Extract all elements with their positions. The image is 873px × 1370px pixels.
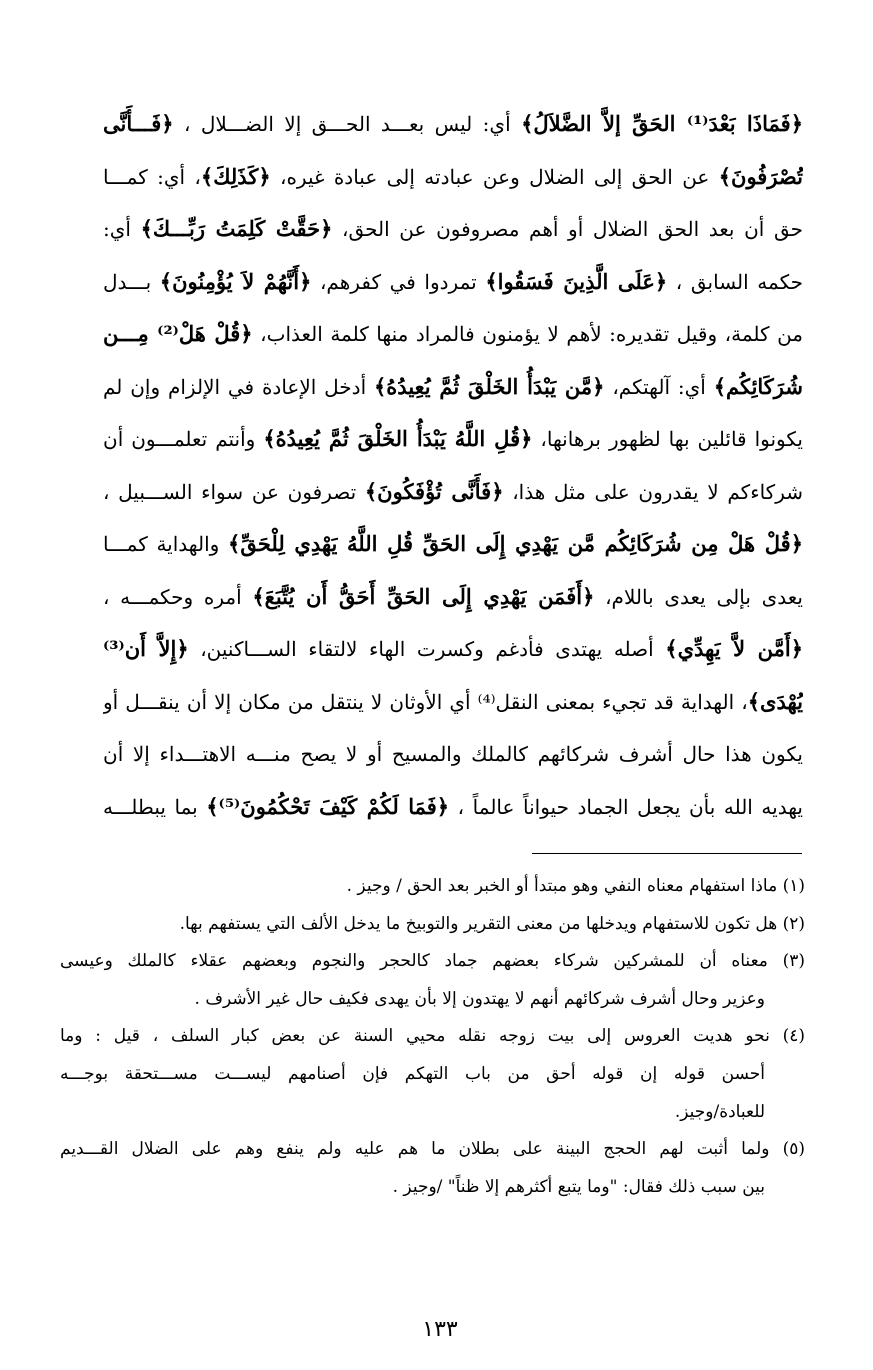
footnote-line: بين سبب ذلك فقال: "وما يتبع أكثرهم إلا ظناً" /وجيز .: [392, 1176, 765, 1197]
commentary-text: أدخل الإعادة في الإلزام وإن لم: [103, 374, 374, 399]
footnote-line: للعبادة/وجيز.: [674, 1101, 765, 1122]
quran-quote: ﴿أَمَّن لاَّ يَهِدِّي﴾: [665, 636, 803, 661]
quran-quote: ﴿فَمَاذَا بَعْدَ⁽¹⁾ الحَقِّ إلاَّ الضَّلاَلُ﴾: [521, 111, 803, 136]
body-line: [103, 728, 803, 781]
commentary-text: عن الحق إلى الضلال وعن عبادته إلى عبادة غيره،: [270, 164, 719, 189]
body-line: [103, 151, 803, 204]
footnote-line: أحسن قوله إن قوله أحق من باب التهكم فإن أصنامهم ليســـت مســـتحقة بوجـــه: [60, 1063, 765, 1084]
footnote-line: (١) ماذا استفهام معناه النفي وهو مبتدأ أو الخبر بعد الحق / وجيز .: [346, 876, 805, 896]
commentary-text: أي:: [103, 217, 141, 241]
commentary-text: بما يبطلـــه: [103, 794, 207, 819]
footnote-line: (٤) نحو هديت العروس إلى بيت زوجه نقله محيي السنة عن بعض كبار السلف ، قيل : وما: [60, 1026, 805, 1047]
commentary-text: حكمه السابق ،: [667, 269, 803, 294]
commentary-text: أصله يهتدى فأدغم وكسرت الهاء لالتقاء الســـاكنين،: [188, 637, 666, 661]
commentary-text: ، الهداية قد تجيء بمعنى النقل⁽⁴⁾ أي الأوثان لا ينتقل من مكان إلا أن ينقـــل أو: [103, 689, 748, 714]
quran-quote: تُصْرَفُونَ﴾: [718, 163, 803, 189]
page-number: ١٣٣: [422, 1317, 458, 1342]
commentary-text: أي: ليس بعـــد الحـــق إلا الضـــلال ،: [173, 112, 522, 136]
commentary-text: ، أي: كمـــا: [103, 164, 201, 189]
footnote-line: (٢) هل تكون للاستفهام ويدخلها من معنى التقرير والتوبيخ ما يدخل الألف التي يستفهم بها.: [179, 913, 805, 934]
body-line: [103, 256, 803, 309]
footnote-line: وعزير وحال أشرف شركائهم أنهم لا يهتدون إلا بأن يهدى فكيف حال غير الأشرف .: [194, 988, 765, 1009]
commentary-text: تمردوا في كفرهم،: [311, 269, 486, 294]
commentary-text: حق أن بعد الحق الضلال أو أهم مصروفون عن الحق،: [332, 217, 803, 241]
commentary-text: يكونوا قائلين بها لظهور برهانها،: [532, 427, 803, 451]
footnote-separator: [532, 853, 802, 854]
quran-quote: ﴿قُلْ هَلْ⁽²⁾ مِـــن: [103, 321, 253, 346]
body-line: [103, 466, 803, 519]
quran-quote: ﴿فَـــأَنَّى: [103, 111, 174, 136]
commentary-text: يعدى بإلى يعدى باللام،: [594, 584, 803, 609]
commentary-text: من كلمة، وقيل تقديره: لأهم لا يؤمنون فالمراد منها كلمة العذاب،: [252, 322, 803, 346]
quran-quote: ﴿فَمَا لَكُمْ كَيْفَ تَحْكُمُونَ⁽⁵⁾﴾: [206, 793, 450, 819]
quran-quote: ﴿عَلَى الَّذِينَ فَسَقُوا﴾: [485, 268, 668, 294]
commentary-text: وأنتم تعلمـــون أن: [103, 427, 264, 451]
body-line: [103, 361, 803, 414]
quran-quote: ﴿مَّن يَبْدَأُ الخَلْقَ ثُمَّ يُعِيدُهُ﴾: [373, 373, 605, 399]
body-text: [103, 98, 803, 833]
commentary-text: تصرفون عن سواء الســـبيل ،: [103, 479, 365, 504]
body-line: [103, 308, 803, 361]
quran-quote: ﴿أَنَّهُمْ لاَ يُؤْمِنُونَ﴾: [159, 268, 312, 294]
body-line: [103, 518, 803, 571]
body-line: [103, 571, 803, 624]
commentary-text: بـــدل: [103, 269, 160, 294]
footnotes: [60, 868, 805, 1206]
quran-quote: ﴿قُلِ اللَّهُ يَبْدَأُ الخَلْقَ ثُمَّ يُعِيدُهُ﴾: [263, 426, 533, 451]
footnote-line: (٣) معناه أن للمشركين شركاء بعضهم جماد كالحجر والنجوم وبعضهم عقلاء كالملك وعيسى: [60, 951, 805, 972]
body-line: [103, 98, 803, 151]
commentary-text: والهداية كمـــا: [103, 532, 229, 556]
commentary-text: يكون هذا حال أشرف شركائهم كالملك والمسيح أو لا يصح منـــه الاهتـــداء إلا أن: [103, 742, 803, 766]
commentary-text: أمره وحكمـــه ،: [103, 584, 253, 609]
body-line: [103, 623, 803, 676]
commentary-text: أي: آلهتكم،: [604, 374, 714, 399]
body-line: [103, 781, 803, 834]
body-line: [103, 413, 803, 466]
quran-quote: ﴿كَذَلِكَ﴾: [200, 163, 271, 189]
quran-quote: ﴿قُلْ هَلْ مِن شُرَكَائِكُم مَّن يَهْدِي إِلَى الحَقِّ قُلِ اللَّهُ يَهْدِي لِلْحَقِّ﴾: [228, 531, 803, 556]
quran-quote: شُرَكَائِكُم﴾: [713, 373, 803, 399]
quran-quote: ﴿أَفَمَن يَهْدِي إِلَى الحَقِّ أَحَقُّ أَن يُتَّبَعَ﴾: [252, 583, 595, 609]
body-line: [103, 203, 803, 256]
commentary-text: شركاءكم لا يقدرون على مثل هذا،: [503, 479, 803, 504]
commentary-text: يهديه الله بأن يجعل الجماد حيواناً عالماً ،: [449, 794, 803, 819]
footnote-line: (٥) ولما أثبت لهم الحجج البينة على بطلان ما هم عليه ولم ينفع وهم على الضلال القـــديم: [60, 1139, 805, 1160]
body-line: [103, 676, 803, 729]
quran-quote: ﴿فَأَنَّى تُؤْفَكُونَ﴾: [364, 478, 504, 504]
quran-quote: ﴿حَقَّتْ كَلِمَتُ رَبِّـــكَ﴾: [140, 216, 333, 241]
quran-quote: يُهْدَى﴾: [747, 688, 803, 714]
quran-quote: ﴿إِلاَّ أَن⁽³⁾: [103, 636, 189, 661]
